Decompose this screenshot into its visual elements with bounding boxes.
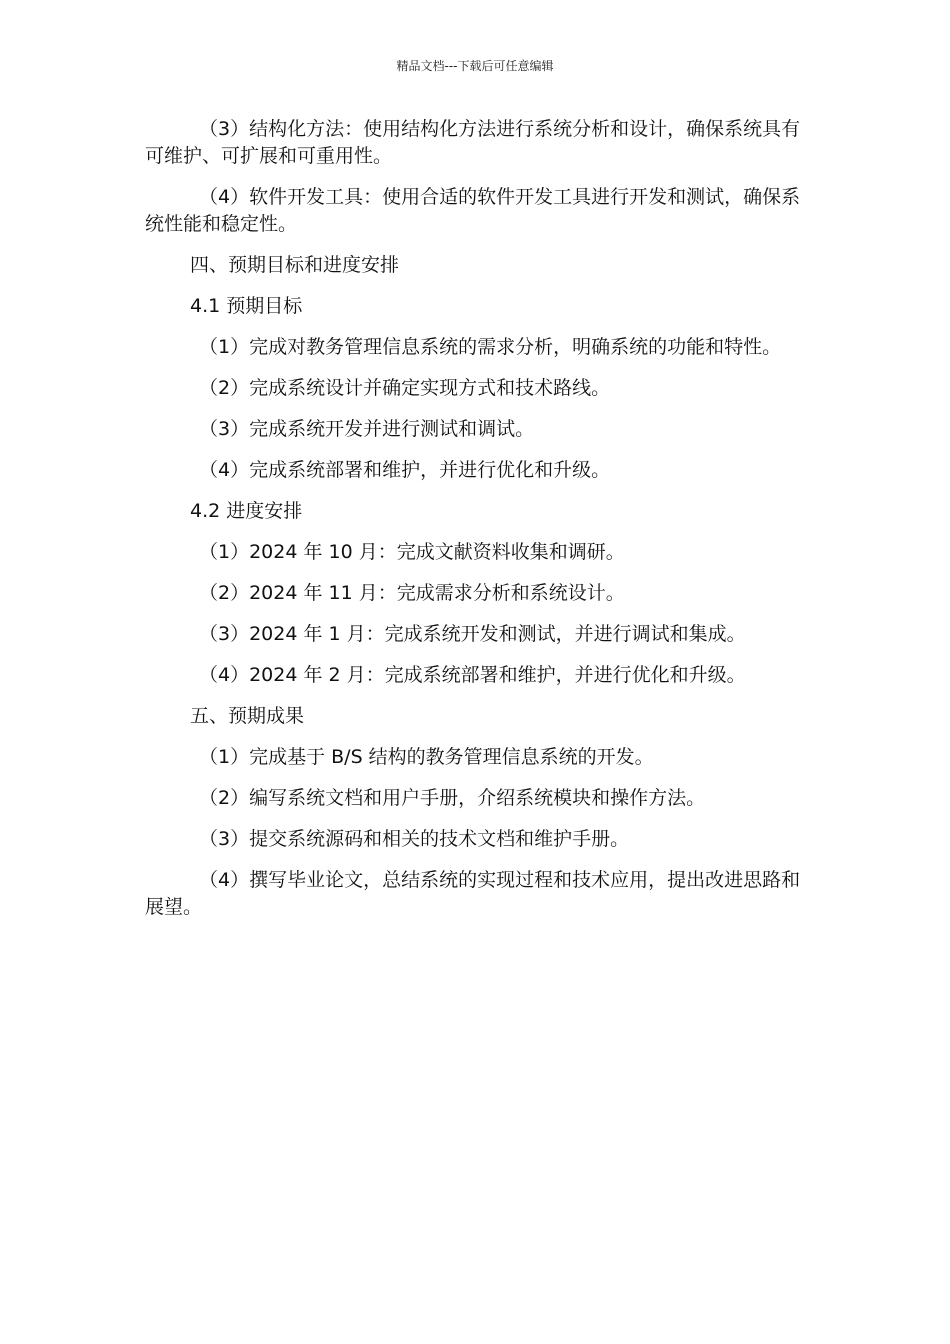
- list-item: （4）撰写毕业论文，总结系统的实现过程和技术应用，提出改进思路和展望。: [145, 869, 801, 918]
- list-item: （2）完成系统设计并确定实现方式和技术路线。: [199, 377, 611, 399]
- document-body: [145, 116, 810, 935]
- section-heading-goals-schedule: 四、预期目标和进度安排: [190, 254, 400, 276]
- list-item: （2）2024 年 11 月：完成需求分析和系统设计。: [199, 582, 625, 604]
- section-heading-outcomes: 五、预期成果: [190, 705, 305, 727]
- page-header: 精品文档---下载后可任意编辑: [396, 59, 554, 73]
- list-item: （3）2024 年 1 月：完成系统开发和测试，并进行调试和集成。: [199, 623, 746, 645]
- subsection-heading-schedule: 4.2 进度安排: [190, 500, 303, 522]
- list-item: （3）提交系统源码和相关的技术文档和维护手册。: [199, 828, 630, 850]
- subsection-heading-goals: 4.1 预期目标: [190, 295, 303, 317]
- paragraph-dev-tools: （4）软件开发工具：使用合适的软件开发工具进行开发和测试，确保系统性能和稳定性。: [145, 186, 801, 235]
- list-item: （3）完成系统开发并进行测试和调试。: [199, 418, 535, 440]
- list-item: （1）完成基于 B/S 结构的教务管理信息系统的开发。: [199, 746, 654, 768]
- list-item: （4）2024 年 2 月：完成系统部署和维护，并进行优化和升级。: [199, 664, 746, 686]
- list-item: （1）完成对教务管理信息系统的需求分析，明确系统的功能和特性。: [199, 336, 782, 358]
- paragraph-structured-method: （3）结构化方法：使用结构化方法进行系统分析和设计，确保系统具有可维护、可扩展和可重用性。: [145, 118, 801, 167]
- list-item: （1）2024 年 10 月：完成文献资料收集和调研。: [199, 541, 625, 563]
- list-item: （4）完成系统部署和维护，并进行优化和升级。: [199, 459, 611, 481]
- list-item: （2）编写系统文档和用户手册，介绍系统模块和操作方法。: [199, 787, 706, 809]
